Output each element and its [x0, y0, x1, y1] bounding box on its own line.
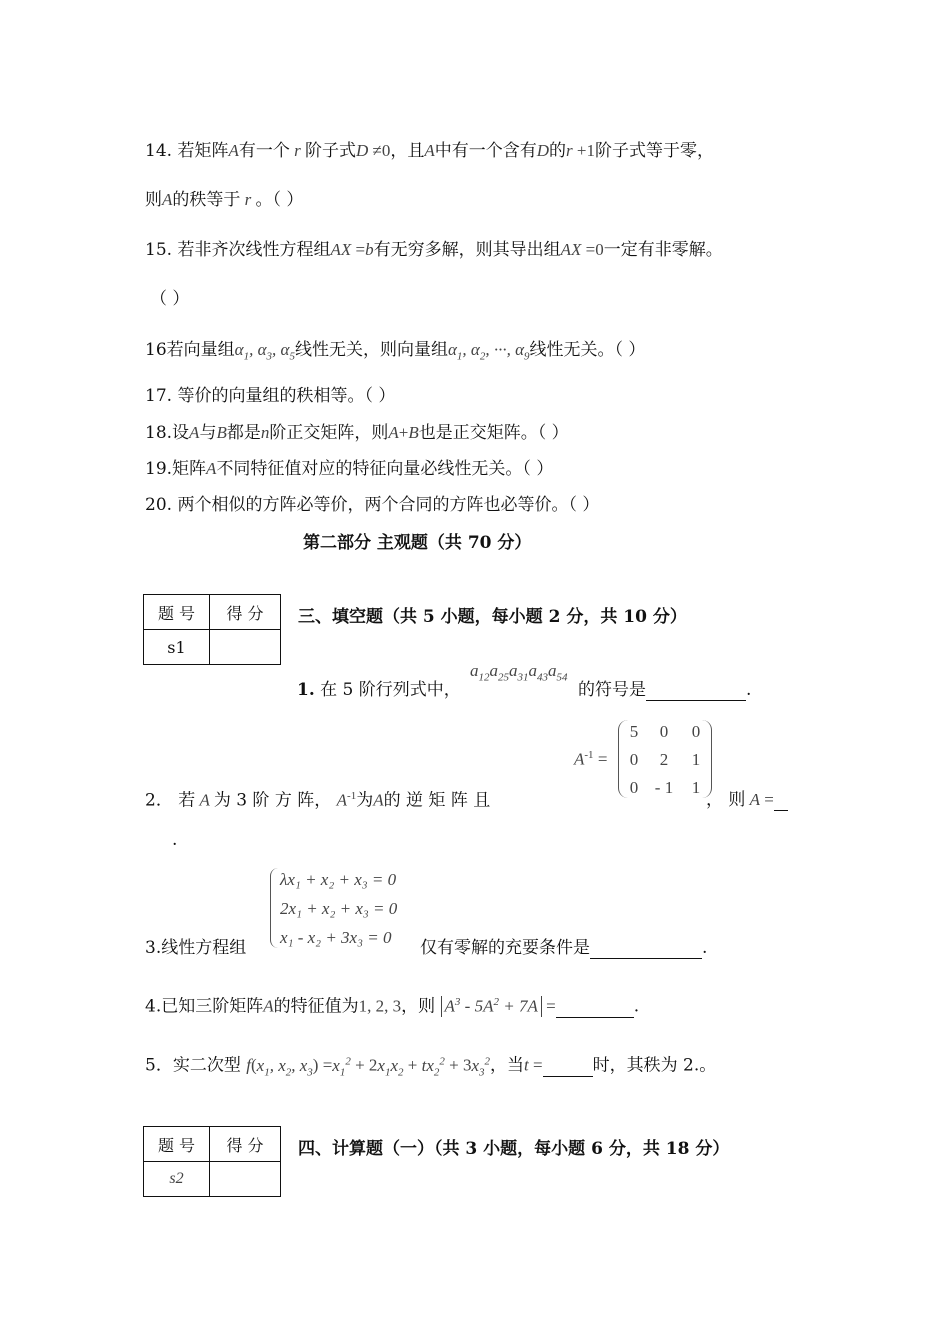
score-id: s2 — [144, 1162, 210, 1197]
fill-1-tail: 的符号是 . — [578, 680, 752, 700]
q14-line1: 14. 若矩阵A有一个 r 阶子式D ≠0，且A中有一个含有D的r +1阶子式等于零， — [145, 141, 714, 161]
answer-blank-5[interactable] — [543, 1056, 593, 1077]
system-eq-3: x₁ - x₂ + 3x₃ = 0 — [280, 928, 392, 947]
q16-line: 16若向量组$\alpha_1$, $\alpha_3$, $\alpha_5$线性无关，则向量组$\alpha_1$, $\alpha_2$, ···, $\alpha_9$线性无关。（ ） — [145, 340, 646, 363]
fill-3-tail: 仅有零解的充要条件是 . — [420, 938, 708, 958]
inverse-matrix: 5 0 0 0 2 1 0 - 1 1 — [618, 720, 712, 798]
q18-line: 18.设A与B都是n阶正交矩阵，则A+B也是正交矩阵。（ ） — [145, 423, 569, 443]
part2-title: 第二部分 主观题（共 70 分） — [303, 533, 532, 553]
answer-blank-2[interactable] — [774, 790, 788, 811]
section3-title: 三、填空题（共 5 小题，每小题 2 分，共 10 分） — [298, 607, 687, 627]
answer-blank-1[interactable] — [646, 680, 746, 701]
score-value-cell[interactable] — [210, 1162, 281, 1197]
score-value-cell[interactable] — [210, 630, 281, 665]
fill-2-continuation: . — [172, 830, 178, 850]
score-header-score: 得 分 — [210, 595, 281, 630]
system-brace — [270, 868, 279, 948]
fill-1: 1. 在 5 阶行列式中， — [297, 680, 461, 700]
q19-line: 19.矩阵A不同特征值对应的特征向量必线性无关。（ ） — [145, 459, 554, 479]
fill-1-term: $a_{12}a_{25}a_{31}a_{43}a_{54}$ — [470, 661, 568, 684]
q17-line: 17. 等价的向量组的秩相等。（ ） — [145, 386, 396, 406]
q15-line2: （ ） — [150, 289, 190, 309]
fill-4: 4.已知三阶矩阵A的特征值为1, 2, 3，则 $A^3 - 5A^2 + 7A$ = . — [145, 996, 640, 1017]
score-table-2 — [143, 1126, 281, 1197]
fill-5: 5．实二次型 $f(x_1$, $x_2$, $x_3) =x_1^2 + 2x_1x_2 + tx_2^2 + 3x_3^2$，当t = 时，其秩为 2.。 — [145, 1055, 717, 1079]
fill-2-inverse-label: $A^{-1}$ = — [574, 749, 608, 769]
score-header-number: 题 号 — [144, 595, 210, 630]
q14-line2: 则A的秩等于 r 。（ ） — [145, 190, 304, 210]
fill-2: 2． 若 A 为 3 阶 方 阵， $A^{-1}$为A的 逆 矩 阵 且 — [145, 790, 491, 811]
score-id: s1 — [144, 630, 210, 665]
q20-line: 20. 两个相似的方阵必等价，两个合同的方阵也必等价。（ ） — [145, 495, 600, 515]
system-eq-1: λx₁ + x₂ + x₃ = 0 — [280, 870, 397, 889]
fill-2-tail: ， 则 A = — [706, 790, 788, 811]
answer-blank-3[interactable] — [590, 938, 702, 959]
answer-blank-4[interactable] — [556, 997, 634, 1018]
section4-title: 四、计算题（一）（共 3 小题，每小题 6 分，共 18 分） — [298, 1139, 730, 1159]
score-header-number: 题 号 — [144, 1127, 210, 1162]
score-header-score: 得 分 — [210, 1127, 281, 1162]
system-eq-2: 2x₁ + x₂ + x₃ = 0 — [280, 899, 398, 918]
fill-3: 3.线性方程组 — [145, 938, 247, 958]
q15-line1: 15. 若非齐次线性方程组AX =b有无穷多解，则其导出组AX =0一定有非零解。 — [145, 240, 723, 260]
score-table-1 — [143, 594, 281, 665]
